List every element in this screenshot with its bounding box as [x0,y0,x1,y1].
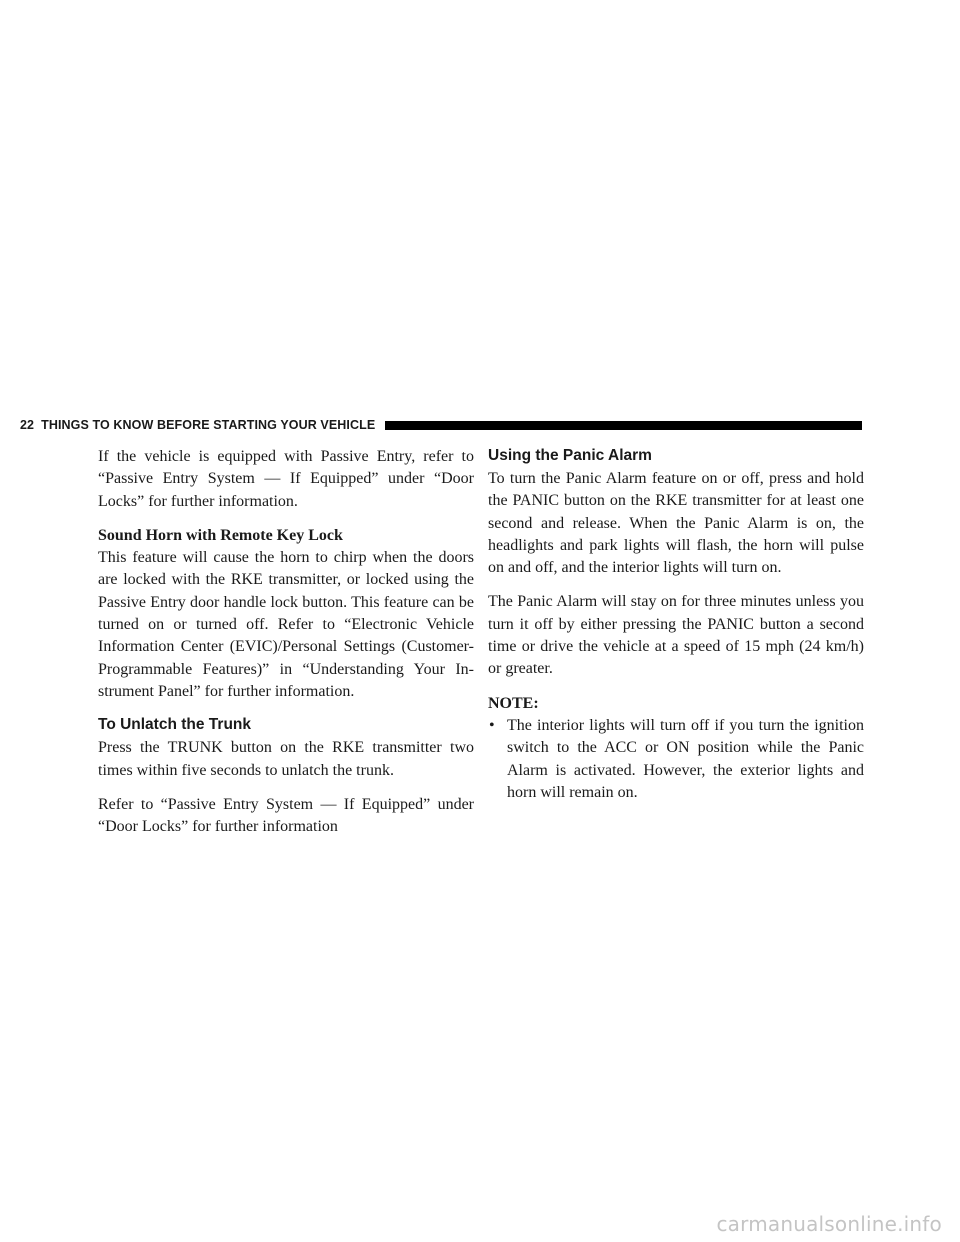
note-bullet-item [488,715,864,804]
passive-entry-intro: If the vehicle is equipped with Passive Entry, refer to “Passive Entry System — If Equipped” under “Door Locks” for further information. [98,448,474,510]
sound-horn-heading: Sound Horn with Remote Key Lock [98,526,343,544]
panic-alarm-body: To turn the Panic Alarm feature on or off, press and hold the PANIC button on the RKE transmitter for at least one second and release. When the Panic Alarm is on, the headlights and park lights will flash, the horn will pulse on and off, and the interior lights will turn on. [488,470,864,577]
sound-horn-body: This feature will cause the horn to chirp when the doors are locked with the RKE transmitter, or locked using the Passive Entry door handle lock button. This feature can be turned on or turned off. Refer to “Electronic Vehicle Information Center (EVIC)/Personal Settings (Customer-Programmable Features)” in “Understanding Your In-strument Panel” for further information. [98,549,474,700]
panic-alarm-duration: The Panic Alarm will stay on for three minutes unless you turn it off by either pressing the PANIC button a second time or drive the vehicle at a speed of 15 mph (24 km/h) or greater. [488,593,864,678]
page-number: 22 [20,418,35,432]
page-header [20,417,862,433]
left-column [98,446,474,838]
unlatch-trunk-heading: To Unlatch the Trunk [98,716,251,734]
right-column [488,446,864,804]
panic-alarm-heading: Using the Panic Alarm [488,447,652,464]
note-label: NOTE: [488,694,539,712]
note-bullet-text: The interior lights will turn off if you turn the ignition switch to the ACC or ON position while the Panic Alarm is activated. However, the exterior lights and horn will remain on. [507,716,864,801]
section-title: THINGS TO KNOW BEFORE STARTING YOUR VEHICLE [41,418,376,432]
unlatch-trunk-body: Press the TRUNK button on the RKE transmitter two times within five seconds to unlatch the trunk. [98,739,474,779]
unlatch-trunk-reference: Refer to “Passive Entry System — If Equipped” under “Door Locks” for further information [98,795,474,836]
bullet-icon: • [489,716,495,734]
watermark: carmanualsonline.info [716,1212,942,1236]
header-rule [385,421,862,430]
